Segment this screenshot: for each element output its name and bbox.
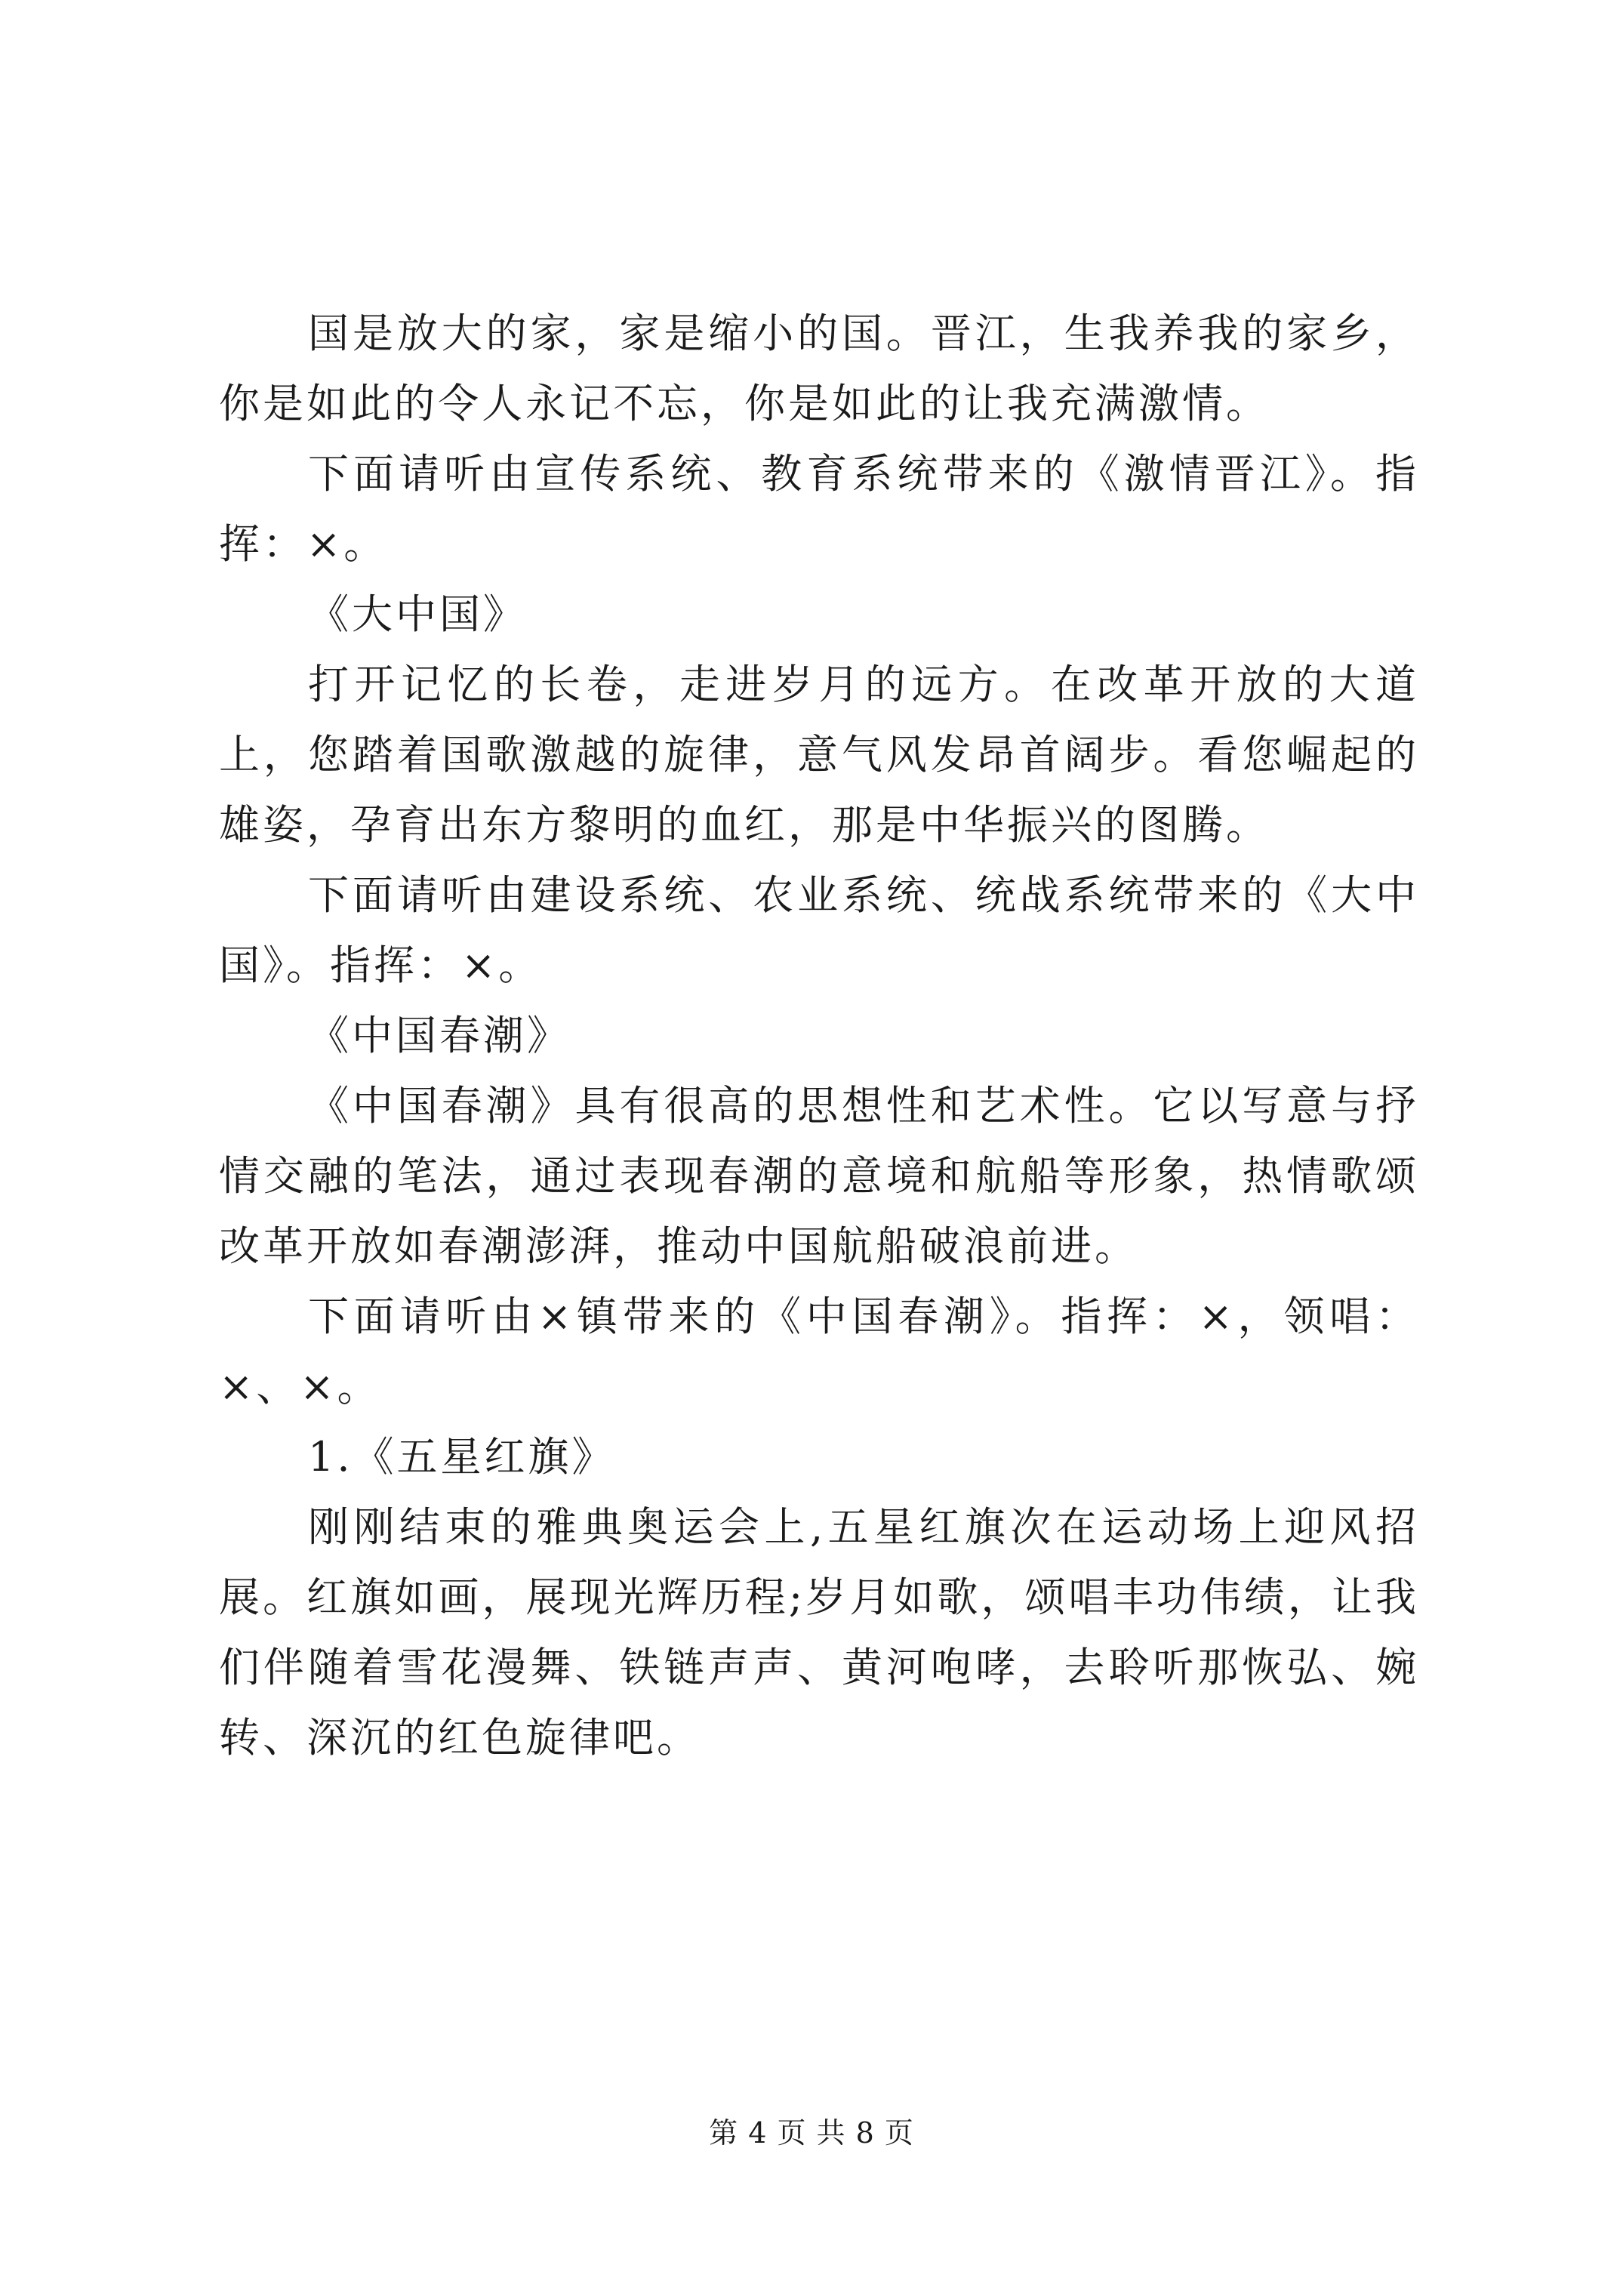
paragraph-announcement: 下面请听由建设系统、农业系统、统战系统带来的《大中国》。指挥：×。 [219, 871, 1419, 989]
section-title: 《大中国》 [308, 590, 527, 638]
paragraph-description: 打开记忆的长卷，走进岁月的远方。在改革开放的大道上，您踏着国歌激越的旋律，意气风发昂首阔步。看您崛起的雄姿，孕育出东方黎明的血红，那是中华振兴的图腾。 [219, 661, 1419, 849]
paragraph-announcement: 下面请听由宣传系统、教育系统带来的《激情晋江》。指挥：×。 [219, 450, 1419, 568]
document-body [219, 298, 1419, 1773]
paragraph-intro: 国是放大的家，家是缩小的国。晋江，生我养我的家乡，你是如此的令人永记不忘，你是如此的让我充满激情。 [219, 310, 1419, 427]
paragraph-announcement: 下面请听由×镇带来的《中国春潮》。指挥：×，领唱：×、×。 [219, 1293, 1419, 1410]
paragraph-description: 刚刚结束的雅典奥运会上,五星红旗次在运动场上迎风招展。红旗如画，展现光辉历程;岁月如歌，颂唱丰功伟绩，让我们伴随着雪花漫舞、铁链声声、黄河咆哮，去聆听那恢弘、婉转、深沉的红色旋律吧。 [219, 1503, 1419, 1761]
page-number-footer: 第 4 页 共 8 页 [709, 2116, 914, 2150]
paragraph-description: 《中国春潮》具有很高的思想性和艺术性。它以写意与抒情交融的笔法，通过表现春潮的意境和航船等形象，热情歌颂改革开放如春潮澎湃，推动中国航船破浪前进。 [219, 1082, 1419, 1270]
section-title: 《中国春潮》 [308, 1012, 571, 1059]
section-title: 1.《五星红旗》 [308, 1433, 616, 1481]
